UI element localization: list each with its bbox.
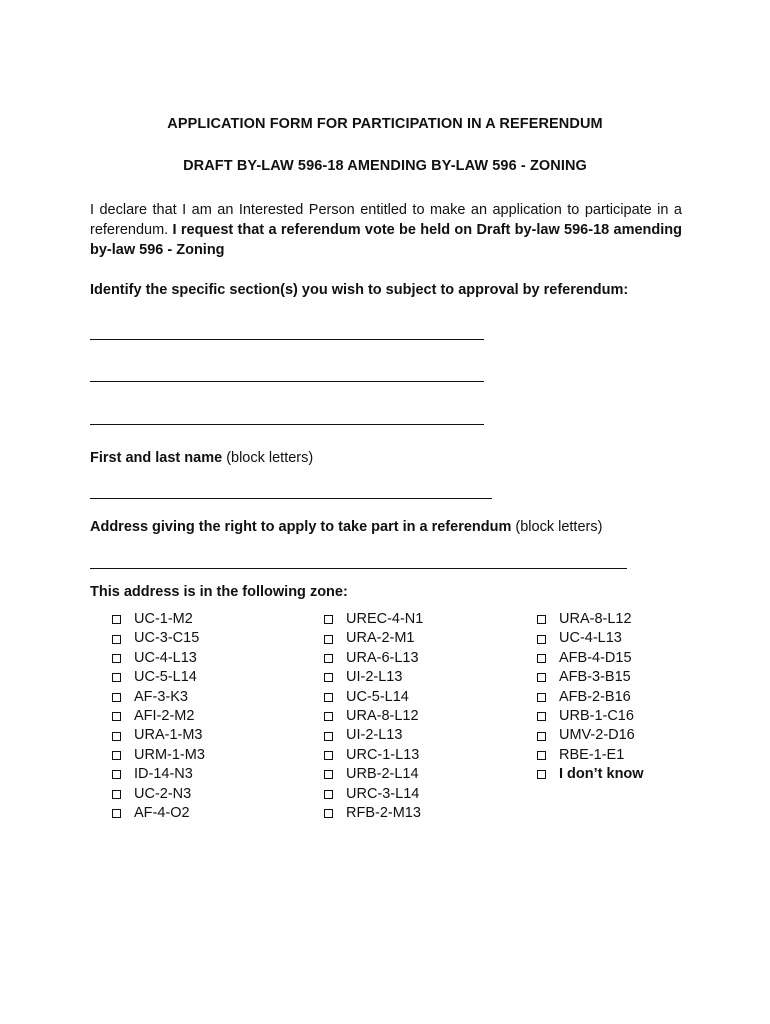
section-input-line-2[interactable] <box>90 381 484 382</box>
zone-option[interactable] <box>537 707 644 726</box>
zone-option-label: UC-5-L14 <box>134 669 197 686</box>
checkbox-icon[interactable] <box>112 654 121 663</box>
zone-option[interactable] <box>324 707 423 726</box>
zone-option[interactable] <box>324 804 423 823</box>
zone-option[interactable] <box>112 746 205 765</box>
zone-option[interactable] <box>112 688 205 707</box>
checkbox-icon[interactable] <box>324 673 333 682</box>
address-label <box>90 519 602 535</box>
zone-option[interactable] <box>537 610 644 629</box>
checkbox-icon[interactable] <box>537 712 546 721</box>
checkbox-icon[interactable] <box>112 673 121 682</box>
zone-option-label: UC-4-L13 <box>134 649 197 666</box>
name-label-bold: First and last name <box>90 450 223 466</box>
checkbox-icon[interactable] <box>112 732 121 741</box>
referendum-request: I request that a referendum vote be held on Draft by-law 596-18 amending by-law 596 - Zoning <box>90 222 682 258</box>
zone-option-label: UMV-2-D16 <box>559 727 635 744</box>
zone-option-label: UC-1-M2 <box>134 611 193 627</box>
checkbox-icon[interactable] <box>537 751 546 760</box>
zone-option[interactable] <box>324 726 423 745</box>
checkbox-icon[interactable] <box>112 615 121 624</box>
zone-option[interactable] <box>537 746 644 765</box>
checkbox-icon[interactable] <box>324 635 333 644</box>
zone-option-label: URA-8-L12 <box>559 611 632 627</box>
form-subtitle: DRAFT BY-LAW 596-18 AMENDING BY-LAW 596 - ZONING <box>183 158 587 174</box>
section-input-line-3[interactable] <box>90 424 484 425</box>
zone-option[interactable] <box>112 649 205 668</box>
zone-option-label: RFB-2-M13 <box>346 804 421 821</box>
checkbox-icon[interactable] <box>324 615 333 624</box>
checkbox-icon[interactable] <box>537 654 546 663</box>
section-input-line-1[interactable] <box>90 339 484 340</box>
zone-option-label: URC-1-L13 <box>346 746 420 763</box>
zone-option[interactable] <box>112 804 205 823</box>
zone-option[interactable] <box>537 668 644 687</box>
sections-label: Identify the specific section(s) you wish to subject to approval by referendum: <box>90 282 629 298</box>
checkbox-icon[interactable] <box>537 770 546 779</box>
zone-option[interactable] <box>112 765 205 784</box>
zone-option[interactable] <box>537 649 644 668</box>
zone-option[interactable] <box>112 785 205 804</box>
checkbox-icon[interactable] <box>112 751 121 760</box>
zone-option[interactable] <box>112 668 205 687</box>
zone-option-label: UC-4-L13 <box>559 630 622 647</box>
zone-option[interactable] <box>324 785 423 804</box>
checkbox-icon[interactable] <box>112 693 121 702</box>
checkbox-icon[interactable] <box>537 673 546 682</box>
zone-option-label: RBE-1-E1 <box>559 746 625 763</box>
zone-option[interactable] <box>324 649 423 668</box>
zone-option-label: URM-1-M3 <box>134 746 205 763</box>
checkbox-icon[interactable] <box>537 693 546 702</box>
zone-option-label: AFB-3-B15 <box>559 669 631 686</box>
address-input-line[interactable] <box>90 568 627 569</box>
zone-option[interactable] <box>537 726 644 745</box>
checkbox-icon[interactable] <box>112 635 121 644</box>
zone-option[interactable] <box>112 629 205 648</box>
zone-option[interactable] <box>324 668 423 687</box>
zone-option[interactable] <box>112 726 205 745</box>
address-label-bold: Address giving the right to apply to take part in a referendum <box>90 519 512 535</box>
zone-column-3 <box>537 610 644 785</box>
zone-option[interactable] <box>324 688 423 707</box>
checkbox-icon[interactable] <box>537 615 546 624</box>
checkbox-icon[interactable] <box>112 770 121 779</box>
zone-option-label: AFB-4-D15 <box>559 649 632 666</box>
checkbox-icon[interactable] <box>324 693 333 702</box>
zone-option-label: AFI-2-M2 <box>134 707 195 724</box>
zone-option[interactable] <box>324 765 423 784</box>
zone-option-label: UREC-4-N1 <box>346 611 424 627</box>
zone-column-1 <box>112 610 205 823</box>
checkbox-icon[interactable] <box>324 751 333 760</box>
zone-option-label: URA-6-L13 <box>346 649 419 666</box>
declaration-text: I declare that I am an Interested Person entitled to make an application to participate in a referendum. <box>90 202 682 238</box>
zone-option[interactable] <box>537 765 644 784</box>
zone-option-label: URA-8-L12 <box>346 707 419 724</box>
zone-option-label: UI-2-L13 <box>346 727 403 744</box>
zone-column-2 <box>324 610 423 823</box>
zone-option-label: I don’t know <box>559 766 644 783</box>
zone-option[interactable] <box>537 629 644 648</box>
zone-option-label: URB-1-C16 <box>559 707 634 724</box>
zone-option[interactable] <box>112 610 205 629</box>
zone-option[interactable] <box>112 707 205 726</box>
checkbox-icon[interactable] <box>324 712 333 721</box>
address-label-note: (block letters) <box>515 519 603 535</box>
zone-option-label: UI-2-L13 <box>346 669 403 686</box>
zone-label: This address is in the following zone: <box>90 584 348 600</box>
zone-option-label: UC-3-C15 <box>134 630 200 647</box>
declaration-paragraph <box>90 200 682 260</box>
checkbox-icon[interactable] <box>324 654 333 663</box>
zone-option-label: AFB-2-B16 <box>559 688 631 705</box>
checkbox-icon[interactable] <box>324 809 333 818</box>
zone-option-label: AF-4-O2 <box>134 804 190 821</box>
zone-option-label: URC-3-L14 <box>346 785 420 802</box>
zone-option[interactable] <box>324 610 423 629</box>
zone-option-label: UC-5-L14 <box>346 688 409 705</box>
zone-option[interactable] <box>324 629 423 648</box>
name-input-line[interactable] <box>90 498 492 499</box>
checkbox-icon[interactable] <box>112 809 121 818</box>
zone-option[interactable] <box>537 688 644 707</box>
checkbox-icon[interactable] <box>112 790 121 799</box>
zone-option-label: ID-14-N3 <box>134 766 193 783</box>
checkbox-icon[interactable] <box>324 770 333 779</box>
checkbox-icon[interactable] <box>537 732 546 741</box>
checkbox-icon[interactable] <box>537 635 546 644</box>
zone-option-label: URA-1-M3 <box>134 727 203 744</box>
checkbox-icon[interactable] <box>324 732 333 741</box>
checkbox-icon[interactable] <box>112 712 121 721</box>
name-label-note: (block letters) <box>226 450 314 466</box>
form-title: APPLICATION FORM FOR PARTICIPATION IN A REFERENDUM <box>167 116 603 132</box>
zone-option[interactable] <box>324 746 423 765</box>
zone-option-label: URA-2-M1 <box>346 630 415 647</box>
zone-option-label: URB-2-L14 <box>346 766 419 783</box>
zone-option-label: UC-2-N3 <box>134 785 192 802</box>
name-label <box>90 450 313 466</box>
zone-option-label: AF-3-K3 <box>134 688 188 705</box>
checkbox-icon[interactable] <box>324 790 333 799</box>
